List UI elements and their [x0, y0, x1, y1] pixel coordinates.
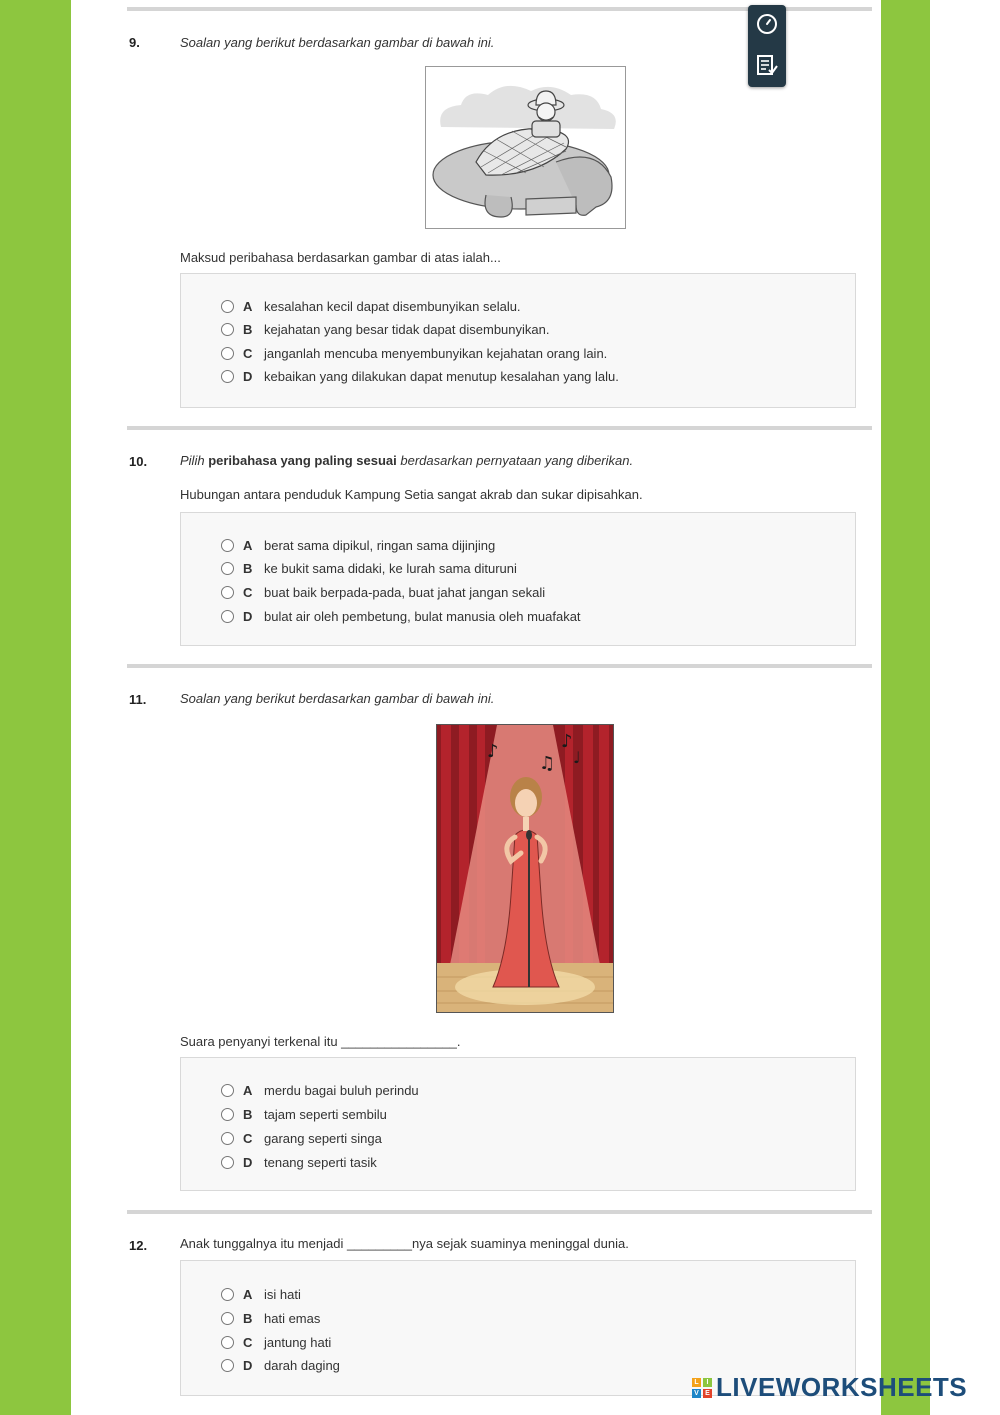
option-text: kejahatan yang besar tidak dapat disembunyikan.	[264, 322, 550, 337]
question-stem: Anak tunggalnya itu menjadi _________nya sejak suaminya meninggal dunia.	[180, 1236, 629, 1251]
answer-option-d[interactable]	[221, 1358, 340, 1373]
question-stem: Suara penyanyi terkenal itu ________________.	[180, 1034, 461, 1049]
option-letter: C	[243, 585, 253, 600]
radio-button[interactable]	[221, 1156, 234, 1169]
option-text: kesalahan kecil dapat disembunyikan selalu.	[264, 299, 521, 314]
option-letter: A	[243, 1287, 253, 1302]
radio-button[interactable]	[221, 1336, 234, 1349]
radio-button[interactable]	[221, 347, 234, 360]
radio-button[interactable]	[221, 323, 234, 336]
radio-button[interactable]	[221, 562, 234, 575]
option-letter: D	[243, 609, 253, 624]
question-stem: Maksud peribahasa berdasarkan gambar di atas ialah...	[180, 250, 501, 265]
answer-option-a[interactable]	[221, 299, 521, 314]
option-letter: A	[243, 538, 253, 553]
logo-text: LIVEWORKSHEETS	[716, 1372, 968, 1402]
option-letter: D	[243, 1155, 253, 1170]
floating-toolbar	[748, 5, 786, 87]
answer-option-a[interactable]	[221, 538, 495, 553]
question-instruction: Soalan yang berikut berdasarkan gambar di bawah ini.	[180, 35, 495, 50]
option-letter: A	[243, 299, 253, 314]
question-number: 9.	[129, 35, 140, 50]
question-instruction: Pilih peribahasa yang paling sesuai berdasarkan pernyataan yang diberikan.	[180, 453, 634, 468]
answer-option-d[interactable]	[221, 609, 581, 624]
svg-text:♪: ♪	[561, 731, 573, 752]
answer-option-d[interactable]	[221, 369, 619, 384]
option-text: tajam seperti sembilu	[264, 1107, 387, 1122]
question-stem: Hubungan antara penduduk Kampung Setia sangat akrab dan sukar dipisahkan.	[180, 487, 643, 502]
answer-option-c[interactable]	[221, 346, 607, 361]
svg-text:♩: ♩	[573, 748, 581, 767]
question-number: 10.	[129, 454, 148, 469]
answer-option-b[interactable]	[221, 1107, 387, 1122]
option-text: janganlah mencuba menyembunyikan kejahatan orang lain.	[264, 346, 608, 361]
right-green-frame	[881, 0, 930, 1415]
radio-button[interactable]	[221, 1132, 234, 1145]
singer-illustration	[436, 724, 614, 1013]
answer-option-a[interactable]	[221, 1287, 301, 1302]
option-text: jantung hati	[264, 1335, 332, 1350]
radio-button[interactable]	[221, 1312, 234, 1325]
answer-option-b[interactable]	[221, 322, 549, 337]
answer-option-a[interactable]	[221, 1083, 419, 1098]
radio-button[interactable]	[221, 1359, 234, 1372]
radio-button[interactable]	[221, 1084, 234, 1097]
option-letter: C	[243, 1335, 253, 1350]
answer-option-c[interactable]	[221, 585, 545, 600]
left-green-frame	[0, 0, 71, 1415]
option-letter: B	[243, 1311, 253, 1326]
answer-option-b[interactable]	[221, 561, 517, 576]
answer-options-box	[180, 512, 856, 646]
option-letter: D	[243, 1358, 253, 1373]
answer-option-d[interactable]	[221, 1155, 377, 1170]
option-text: darah daging	[264, 1358, 340, 1373]
option-letter: A	[243, 1083, 253, 1098]
radio-button[interactable]	[221, 539, 234, 552]
option-letter: C	[243, 1131, 253, 1146]
option-text: tenang seperti tasik	[264, 1155, 377, 1170]
svg-text:♫: ♫	[539, 753, 556, 774]
question-number: 12.	[129, 1238, 148, 1253]
option-text: bulat air oleh pembetung, bulat manusia oleh muafakat	[264, 609, 581, 624]
answer-options-box	[180, 273, 856, 408]
option-letter: B	[243, 1107, 253, 1122]
option-letter: B	[243, 322, 253, 337]
radio-button[interactable]	[221, 1288, 234, 1301]
option-text: berat sama dipikul, ringan sama dijinjing	[264, 538, 496, 553]
option-text: isi hati	[264, 1287, 301, 1302]
finish-checklist-icon[interactable]	[755, 53, 779, 77]
timer-icon[interactable]	[755, 12, 779, 36]
question-separator	[127, 664, 872, 668]
option-text: kebaikan yang dilakukan dapat menutup kesalahan yang lalu.	[264, 369, 619, 384]
option-text: merdu bagai buluh perindu	[264, 1083, 419, 1098]
elephant-illustration	[425, 66, 626, 229]
option-letter: B	[243, 561, 253, 576]
radio-button[interactable]	[221, 300, 234, 313]
option-text: hati emas	[264, 1311, 321, 1326]
answer-option-c[interactable]	[221, 1131, 382, 1146]
radio-button[interactable]	[221, 370, 234, 383]
option-letter: D	[243, 369, 253, 384]
option-text: buat baik berpada-pada, buat jahat jangan sekali	[264, 585, 546, 600]
question-number: 11.	[129, 692, 147, 707]
radio-button[interactable]	[221, 586, 234, 599]
option-letter: C	[243, 346, 253, 361]
answer-option-c[interactable]	[221, 1335, 331, 1350]
question-separator	[127, 426, 872, 430]
question-instruction: Soalan yang berikut berdasarkan gambar di bawah ini.	[180, 691, 495, 706]
svg-text:♪: ♪	[487, 741, 499, 762]
question-separator	[127, 1210, 872, 1214]
liveworksheets-logo	[692, 1372, 967, 1403]
radio-button[interactable]	[221, 1108, 234, 1121]
answer-option-b[interactable]	[221, 1311, 320, 1326]
option-text: garang seperti singa	[264, 1131, 382, 1146]
option-text: ke bukit sama didaki, ke lurah sama dituruni	[264, 561, 517, 576]
answer-options-box	[180, 1057, 856, 1191]
radio-button[interactable]	[221, 610, 234, 623]
logo-grid-icon: L I V E	[692, 1378, 712, 1398]
